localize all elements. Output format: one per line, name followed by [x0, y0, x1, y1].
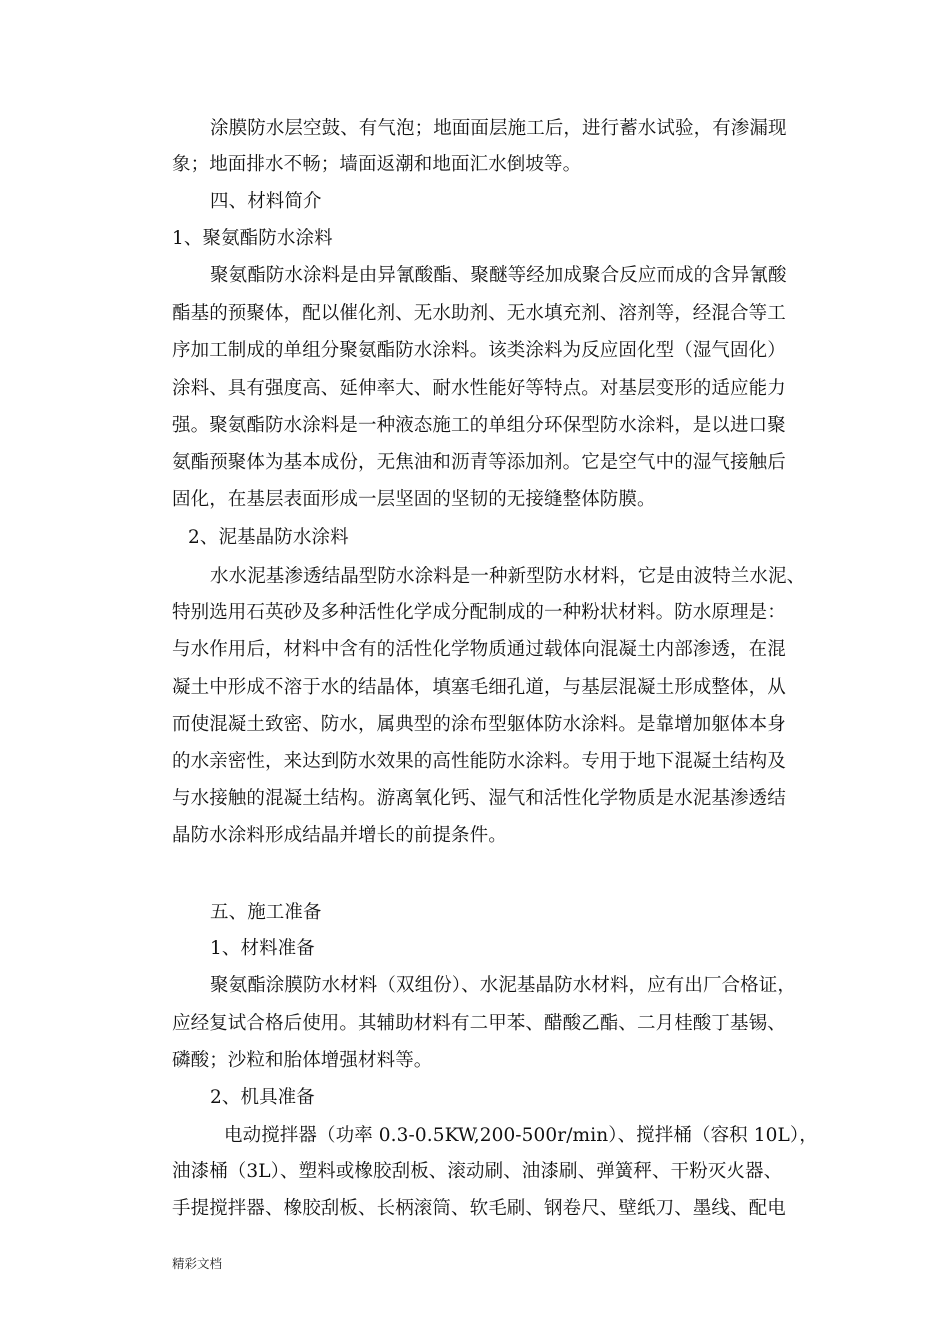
paragraph-line: 聚氨酯涂膜防水材料（双组份）、水泥基晶防水材料，应有出厂合格证，	[210, 975, 796, 996]
paragraph-line: 固化，在基层表面形成一层坚固的坚韧的无接缝整体防膜。	[172, 489, 656, 510]
paragraph-line: 凝土中形成不溶于水的结晶体，填塞毛细孔道，与基层混凝土形成整体，从	[172, 677, 786, 698]
paragraph-line: 酯基的预聚体，配以催化剂、无水助剂、无水填充剂、溶剂等，经混合等工	[172, 303, 786, 324]
paragraph-line: 强。聚氨酯防水涂料是一种液态施工的单组分环保型防水涂料，是以进口聚	[172, 415, 786, 436]
paragraph-line: 特别选用石英砂及多种活性化学成分配制成的一种粉状材料。防水原理是：	[172, 602, 786, 623]
paragraph-line: 序加工制成的单组分聚氨酯防水涂料。该类涂料为反应固化型（湿气固化）	[172, 340, 786, 361]
subsection-heading: 2、机具准备	[210, 1087, 315, 1108]
paragraph-line: 而使混凝土致密、防水，属典型的涂布型躯体防水涂料。是靠增加躯体本身	[172, 714, 786, 735]
paragraph-line: 磷酸；沙粒和胎体增强材料等。	[172, 1050, 433, 1071]
paragraph-line: 与水作用后，材料中含有的活性化学物质通过载体向混凝土内部渗透，在混	[172, 639, 786, 660]
paragraph-line: 涂膜防水层空鼓、有气泡；地面面层施工后，进行蓄水试验，有渗漏现	[210, 118, 787, 139]
paragraph-line: 聚氨酯防水涂料是由异氰酸酯、聚醚等经加成聚合反应而成的含异氰酸	[210, 265, 787, 286]
paragraph-line: 氨酯预聚体为基本成份，无焦油和沥青等添加剂。它是空气中的湿气接触后	[172, 452, 786, 473]
subsection-heading: 2、泥基晶防水涂料	[188, 527, 349, 548]
subsection-heading: 1、聚氨酯防水涂料	[172, 228, 333, 249]
paragraph-line: 的水亲密性，来达到防水效果的高性能防水涂料。专用于地下混凝土结构及	[172, 751, 786, 772]
section-heading: 四、材料简介	[210, 191, 322, 212]
paragraph-line: 水水泥基渗透结晶型防水涂料是一种新型防水材料，它是由波特兰水泥、	[210, 566, 806, 587]
paragraph-line: 与水接触的混凝土结构。游离氧化钙、湿气和活性化学物质是水泥基渗透结	[172, 788, 786, 809]
paragraph-line: 象；地面排水不畅；墙面返潮和地面汇水倒坡等。	[172, 154, 582, 175]
section-heading: 五、施工准备	[210, 902, 322, 923]
page-footer: 精彩文档	[172, 1256, 223, 1271]
paragraph-line: 应经复试合格后使用。其辅助材料有二甲苯、醋酸乙酯、二月桂酸丁基锡、	[172, 1013, 786, 1034]
paragraph-line: 手提搅拌器、橡胶刮板、长柄滚筒、软毛刷、钢卷尺、壁纸刀、墨线、配电	[172, 1198, 786, 1219]
paragraph-line: 晶防水涂料形成结晶并增长的前提条件。	[172, 825, 507, 846]
paragraph-line: 涂料、具有强度高、延伸率大、耐水性能好等特点。对基层变形的适应能力	[172, 378, 786, 399]
paragraph-line: 电动搅拌器（功率 0.3-0.5KW,200-500r/min）、搅拌桶（容积 10L），	[224, 1125, 818, 1146]
paragraph-line: 油漆桶（3L）、塑料或橡胶刮板、滚动刷、油漆刷、弹簧秤、干粉灭火器、	[172, 1161, 783, 1182]
subsection-heading: 1、材料准备	[210, 938, 315, 959]
